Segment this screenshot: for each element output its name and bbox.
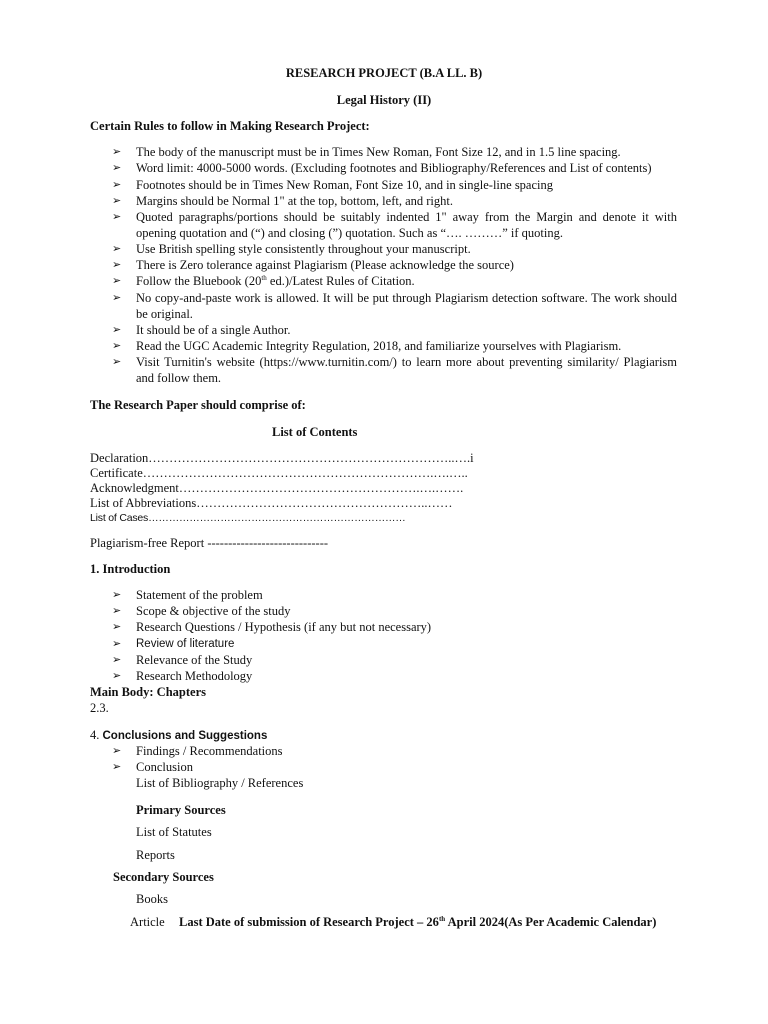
- intro-item: Scope & objective of the study: [136, 604, 291, 618]
- arrow-bullet-icon: ➢: [112, 745, 122, 757]
- intro-item: Review of literature: [136, 638, 235, 650]
- arrow-bullet-icon: ➢: [112, 259, 122, 271]
- comprise-heading: The Research Paper should comprise of:: [90, 398, 306, 412]
- rule-text: Quoted paragraphs/portions should be suitably indented 1" away from the Margin and denote it with opening quotation and (“) and closing (”) quotation. Such as “…. ………” if quoting.: [136, 210, 677, 240]
- rule-text: Word limit: 4000-5000 words. (Excluding footnotes and Bibliography/References and List of contents): [136, 161, 652, 175]
- arrow-bullet-icon: ➢: [112, 621, 122, 633]
- secondary-sources-heading: Secondary Sources: [113, 870, 214, 884]
- rule-text: There is Zero tolerance against Plagiarism (Please acknowledge the source): [136, 258, 514, 272]
- books-label: Books: [136, 892, 168, 906]
- contents-item-declaration: Declaration………………………………………………………………..….i: [90, 451, 474, 465]
- rules-heading: Certain Rules to follow in Making Research Project:: [90, 119, 370, 133]
- arrow-bullet-icon: ➢: [112, 761, 122, 773]
- submission-deadline: Last Date of submission of Research Project – 26th April 2024(As Per Academic Calendar): [179, 914, 657, 929]
- reports-label: Reports: [136, 848, 175, 862]
- arrow-bullet-icon: ➢: [112, 162, 122, 174]
- conclusions-number: 4.: [90, 728, 103, 742]
- rule-text: Margins should be Normal 1" at the top, bottom, left, and right.: [136, 194, 453, 208]
- arrow-bullet-icon: ➢: [112, 589, 122, 601]
- conclusions-heading: [90, 727, 267, 744]
- arrow-bullet-icon: ➢: [112, 670, 122, 682]
- document-subtitle: Legal History (II): [336, 93, 432, 107]
- contents-item-abbreviations: List of Abbreviations………………………………………………..……: [90, 496, 453, 510]
- arrow-bullet-icon: ➢: [112, 292, 122, 304]
- conclusion-item: Conclusion: [136, 760, 193, 774]
- contents-item-acknowledgment: Acknowledgment………………………………………………….….…….: [90, 481, 464, 495]
- arrow-bullet-icon: ➢: [112, 605, 122, 617]
- intro-heading: 1. Introduction: [90, 562, 171, 576]
- arrow-bullet-icon: ➢: [112, 211, 122, 223]
- conclusion-item: Findings / Recommendations: [136, 744, 283, 758]
- contents-heading: List of Contents: [272, 425, 358, 439]
- intro-item: Research Methodology: [136, 669, 253, 683]
- arrow-bullet-icon: ➢: [112, 340, 122, 352]
- statutes-label: List of Statutes: [136, 825, 212, 839]
- rule-text: Visit Turnitin's website (https://www.turnitin.com/) to learn more about preventing similarity/ Plagiarism and follow them.: [136, 355, 677, 385]
- main-body-heading: Main Body: Chapters: [90, 685, 206, 699]
- article-label: Article: [130, 915, 165, 929]
- arrow-bullet-icon: ➢: [112, 654, 122, 666]
- arrow-bullet-icon: ➢: [112, 356, 122, 368]
- arrow-bullet-icon: ➢: [112, 324, 122, 336]
- document-title: RESEARCH PROJECT (B.A LL. B): [285, 66, 483, 80]
- arrow-bullet-icon: ➢: [112, 146, 122, 158]
- intro-item: Research Questions / Hypothesis (if any but not necessary): [136, 620, 432, 634]
- rule-text: No copy-and-paste work is allowed. It will be put through Plagiarism detection software. The work should be original.: [136, 291, 677, 321]
- rule-text: Use British spelling style consistently throughout your manuscript.: [136, 242, 471, 256]
- intro-item: Relevance of the Study: [136, 653, 253, 667]
- rule-text: Read the UGC Academic Integrity Regulation, 2018, and familiarize yourselves with Plagiarism.: [136, 339, 622, 353]
- rule-text: The body of the manuscript must be in Times New Roman, Font Size 12, and in 1.5 line spacing.: [136, 145, 621, 159]
- conclusions-title: Conclusions and Suggestions: [102, 730, 268, 742]
- rule-text: Footnotes should be in Times New Roman, Font Size 10, and in single-line spacing: [136, 178, 553, 192]
- plagiarism-report: Plagiarism-free Report -----------------------------: [90, 536, 329, 550]
- intro-item: Statement of the problem: [136, 588, 263, 602]
- rule-text: It should be of a single Author.: [136, 323, 291, 337]
- primary-sources-heading: Primary Sources: [136, 803, 226, 817]
- contents-item-cases: List of Cases…………………………………………………………………: [90, 512, 406, 524]
- bibliography-label: List of Bibliography / References: [136, 776, 304, 790]
- arrow-bullet-icon: ➢: [112, 275, 122, 287]
- arrow-bullet-icon: ➢: [112, 179, 122, 191]
- chapters-numbers: 2.3.: [90, 701, 109, 715]
- arrow-bullet-icon: ➢: [112, 638, 122, 650]
- arrow-bullet-icon: ➢: [112, 243, 122, 255]
- rule-text: Follow the Bluebook (20th ed.)/Latest Rules of Citation.: [136, 273, 415, 288]
- arrow-bullet-icon: ➢: [112, 195, 122, 207]
- contents-item-certificate: Certificate…………………………………………………………….….…..: [90, 466, 468, 480]
